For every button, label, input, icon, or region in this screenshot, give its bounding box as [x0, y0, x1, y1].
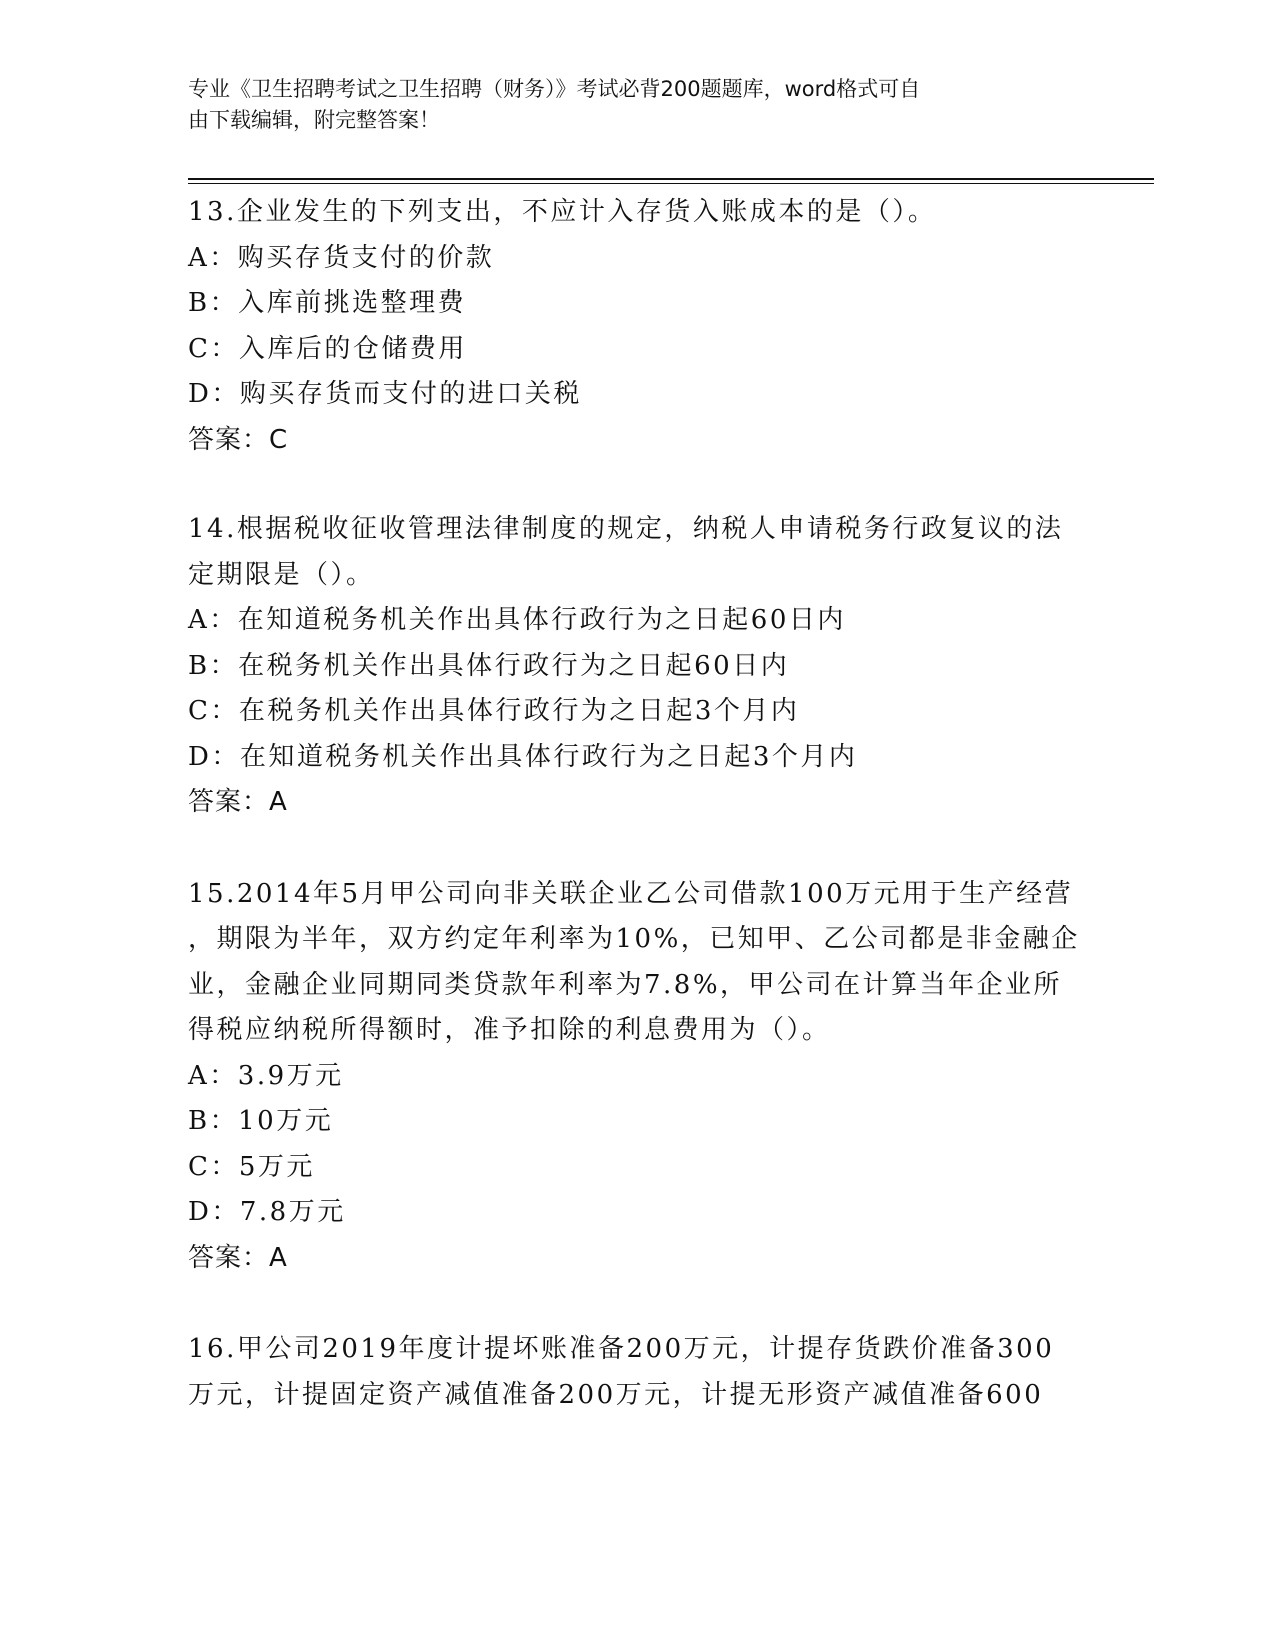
- option-b: B：10万元: [188, 1106, 334, 1136]
- option-b: B：在税务机关作出具体行政行为之日起60日内: [188, 650, 790, 681]
- question-stem: 13.企业发生的下列支出，不应计入存货入账成本的是（）。: [188, 197, 937, 227]
- option-b: B：入库前挑选整理费: [188, 288, 467, 318]
- header-line-2: 由下载编辑，附完整答案！: [188, 108, 440, 132]
- question-list: [188, 190, 1088, 1418]
- question-stem: 业，金融企业同期同类贷款年利率为7.8%，甲公司在计算当年企业所: [188, 969, 1063, 1000]
- option-d: D：在知道税务机关作出具体行政行为之日起3个月内: [188, 741, 858, 772]
- option-a: A：3.9万元: [188, 1060, 344, 1091]
- option-d: D：购买存货而支付的进口关税: [188, 379, 582, 409]
- question-15: [188, 872, 1088, 1282]
- header-line-1: 专业《卫生招聘考试之卫生招聘（财务）》考试必背200题题库，word格式可自: [188, 77, 921, 101]
- question-stem: 16.甲公司2019年度计提坏账准备200万元，计提存货跌价准备300: [188, 1334, 1055, 1364]
- option-c: C：在税务机关作出具体行政行为之日起3个月内: [188, 696, 800, 726]
- option-c: C：入库后的仓储费用: [188, 333, 467, 364]
- option-c: C：5万元: [188, 1151, 315, 1182]
- question-stem: ，期限为半年，双方约定年利率为10%，已知甲、乙公司都是非金融企: [188, 924, 1080, 954]
- question-stem: 14.根据税收征收管理法律制度的规定，纳税人申请税务行政复议的法: [188, 514, 1064, 544]
- document-header: [188, 74, 1068, 136]
- option-a: A：在知道税务机关作出具体行政行为之日起60日内: [188, 605, 846, 635]
- answer: 答案：A: [188, 1242, 288, 1273]
- question-16: [188, 1327, 1088, 1418]
- answer: 答案：C: [188, 424, 289, 455]
- question-stem: 15.2014年5月甲公司向非关联企业乙公司借款100万元用于生产经营: [188, 878, 1074, 909]
- question-13: [188, 190, 1088, 463]
- question-stem: 定期限是（）。: [188, 559, 375, 590]
- question-stem: 得税应纳税所得额时，准予扣除的利息费用为（）。: [188, 1015, 831, 1045]
- answer: 答案：A: [188, 787, 288, 817]
- question-14: [188, 507, 1088, 826]
- option-a: A：购买存货支付的价款: [188, 242, 495, 273]
- question-stem: 万元，计提固定资产减值准备200万元，计提无形资产减值准备600: [188, 1379, 1044, 1410]
- header-rule-thick: [188, 178, 1154, 180]
- option-d: D：7.8万元: [188, 1197, 346, 1227]
- header-rule-thin: [188, 183, 1154, 184]
